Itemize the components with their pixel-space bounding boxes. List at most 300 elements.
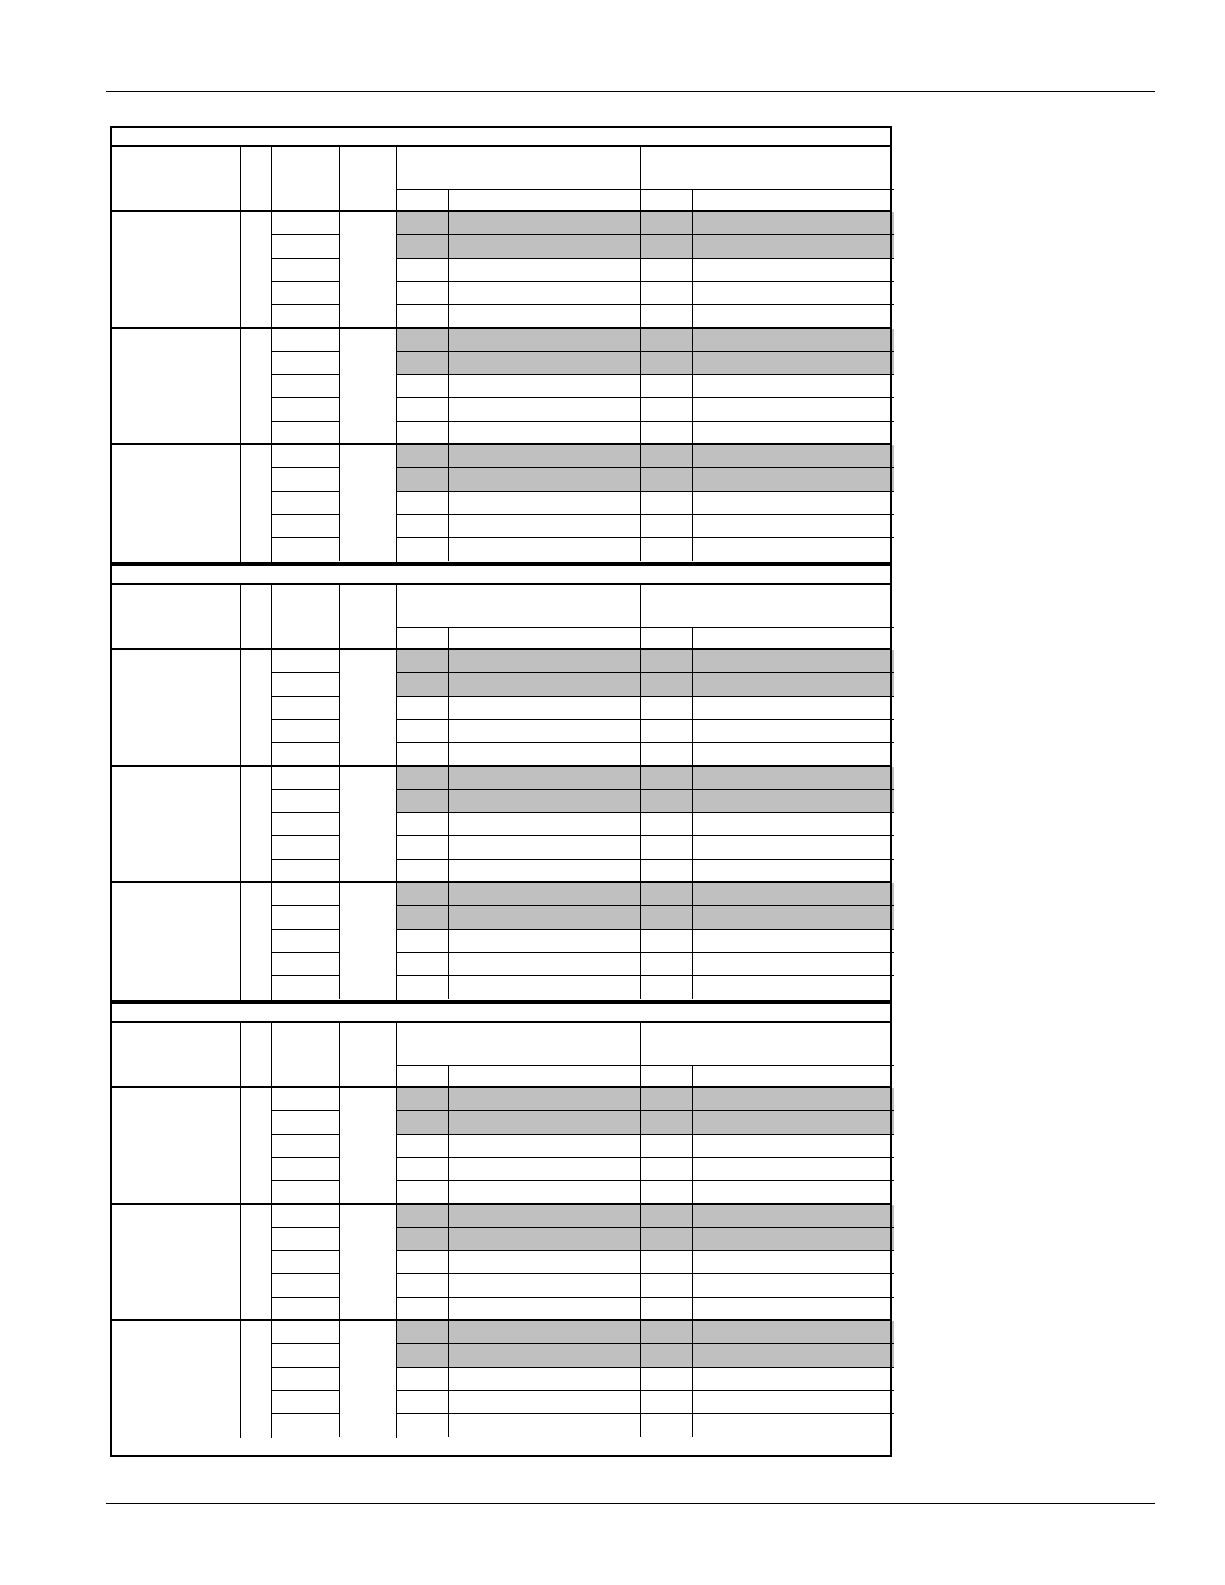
table-cell xyxy=(449,976,641,999)
table-cell xyxy=(397,445,449,468)
table-cell xyxy=(272,813,340,836)
table-cell xyxy=(693,1228,894,1251)
table-cell xyxy=(693,1274,894,1297)
table-cell xyxy=(272,1391,340,1414)
table-cell xyxy=(693,1088,894,1111)
table-cell xyxy=(693,305,894,328)
table-cell xyxy=(272,953,340,976)
table-cell xyxy=(641,468,693,491)
table-cell xyxy=(693,906,894,929)
row-group xyxy=(110,1321,892,1438)
table-cell xyxy=(272,1321,340,1344)
table-cell xyxy=(693,492,894,515)
table-cell xyxy=(449,1414,641,1437)
header-cell-col3 xyxy=(272,585,340,650)
table-cell xyxy=(272,1158,340,1181)
table-cell xyxy=(449,1321,641,1344)
table-cell xyxy=(693,720,894,743)
table-cell xyxy=(272,1111,340,1134)
table-cell xyxy=(449,930,641,953)
table-cell xyxy=(693,650,894,673)
table-cell xyxy=(449,1344,641,1367)
table-cell xyxy=(693,743,894,766)
table-cell xyxy=(693,1181,894,1204)
table-cell xyxy=(693,813,894,836)
table-cell xyxy=(272,1181,340,1204)
header-cell-col4 xyxy=(340,585,397,650)
section-title-band xyxy=(110,564,892,585)
table-cell xyxy=(272,720,340,743)
table-cell xyxy=(397,1368,449,1391)
section-title-band xyxy=(110,1002,892,1023)
table-section xyxy=(110,1002,892,1440)
table-cell xyxy=(693,329,894,352)
table-cell xyxy=(272,673,340,696)
table-cell xyxy=(272,259,340,282)
table-cell xyxy=(693,1111,894,1134)
group-merged-cell xyxy=(340,650,397,767)
table-cell xyxy=(641,1274,693,1297)
group-flag-cell xyxy=(241,445,272,562)
row-group xyxy=(110,1205,892,1322)
table-cell xyxy=(693,930,894,953)
table-cell xyxy=(641,953,693,976)
table-cell xyxy=(397,930,449,953)
table-cell xyxy=(449,790,641,813)
table-cell xyxy=(397,1414,449,1437)
group-flag-cell xyxy=(241,767,272,884)
table-cell xyxy=(641,212,693,235)
table-cell xyxy=(641,697,693,720)
table-cell xyxy=(272,492,340,515)
table-cell xyxy=(641,836,693,859)
group-label-cell xyxy=(112,767,241,884)
table-cell xyxy=(449,212,641,235)
table-cell xyxy=(272,235,340,258)
table-cell xyxy=(272,1368,340,1391)
group-merged-cell xyxy=(340,329,397,446)
table-cell xyxy=(397,468,449,491)
table-cell xyxy=(641,1181,693,1204)
table-cell xyxy=(693,1158,894,1181)
table-cell xyxy=(449,953,641,976)
table-cell xyxy=(641,235,693,258)
group-merged-cell xyxy=(340,1205,397,1322)
row-group xyxy=(110,650,892,767)
row-group xyxy=(110,1088,892,1205)
row-group xyxy=(110,445,892,562)
table-cell xyxy=(693,1368,894,1391)
table-cell xyxy=(641,1414,693,1437)
table-cell xyxy=(397,697,449,720)
section-title-band xyxy=(110,126,892,147)
table-cell xyxy=(449,375,641,398)
table-section xyxy=(110,126,892,564)
table-cell xyxy=(641,1368,693,1391)
header-cell-col2 xyxy=(241,1023,272,1088)
table-cell xyxy=(397,860,449,883)
table-cell xyxy=(272,515,340,538)
group-merged-cell xyxy=(340,883,397,1000)
table-cell xyxy=(449,720,641,743)
table-cell xyxy=(397,1158,449,1181)
group-flag-cell xyxy=(241,1088,272,1205)
table-cell xyxy=(397,305,449,328)
section-header xyxy=(110,1023,892,1088)
table-cell xyxy=(397,329,449,352)
table-cell xyxy=(449,860,641,883)
table-cell xyxy=(397,235,449,258)
table-cell xyxy=(641,883,693,906)
table-cell xyxy=(272,212,340,235)
table-cell xyxy=(693,1321,894,1344)
table-cell xyxy=(397,282,449,305)
table-cell xyxy=(693,860,894,883)
table-cell xyxy=(272,906,340,929)
table-cell xyxy=(641,422,693,445)
table-cell xyxy=(272,352,340,375)
group-label-cell xyxy=(112,650,241,767)
table-cell xyxy=(397,1205,449,1228)
table-cell xyxy=(397,1111,449,1134)
header-cell-col4 xyxy=(340,1023,397,1088)
table-cell xyxy=(272,930,340,953)
table-cell xyxy=(693,1251,894,1274)
table-cell xyxy=(272,1344,340,1367)
table-cell xyxy=(397,1391,449,1414)
table-cell xyxy=(641,492,693,515)
table-cell xyxy=(397,813,449,836)
table-cell xyxy=(449,1111,641,1134)
table-cell xyxy=(693,468,894,491)
group-flag-cell xyxy=(241,1205,272,1322)
table-cell xyxy=(397,720,449,743)
table-cell xyxy=(449,492,641,515)
table-cell xyxy=(641,650,693,673)
group-flag-cell xyxy=(241,650,272,767)
table-cell xyxy=(641,767,693,790)
table-cell xyxy=(693,836,894,859)
group-label-cell xyxy=(112,883,241,1000)
group-merged-cell xyxy=(340,1088,397,1205)
table-cell xyxy=(641,930,693,953)
table-cell xyxy=(693,697,894,720)
table-cell xyxy=(693,538,894,561)
table-cell xyxy=(641,743,693,766)
table-cell xyxy=(397,953,449,976)
group-merged-cell xyxy=(340,212,397,329)
table-cell xyxy=(693,976,894,999)
table-cell xyxy=(397,422,449,445)
table-cell xyxy=(449,352,641,375)
table-cell xyxy=(397,1274,449,1297)
table-cell xyxy=(449,673,641,696)
header-subcell-a_sub1 xyxy=(397,190,449,212)
table-cell xyxy=(693,212,894,235)
group-label-cell xyxy=(112,445,241,562)
table-cell xyxy=(693,1391,894,1414)
table-cell xyxy=(693,1414,894,1437)
table-cell xyxy=(397,790,449,813)
table-cell xyxy=(641,1111,693,1134)
table-cell xyxy=(272,329,340,352)
footer-rule xyxy=(106,1503,1155,1504)
row-group xyxy=(110,212,892,329)
table-cell xyxy=(397,375,449,398)
header-group-a xyxy=(397,147,641,190)
table-cell xyxy=(272,790,340,813)
table-cell xyxy=(641,1228,693,1251)
header-subcell-b_sub1 xyxy=(641,628,693,650)
header-cell-col3 xyxy=(272,147,340,212)
header-subcell-a_sub1 xyxy=(397,1066,449,1088)
table-cell xyxy=(397,1321,449,1344)
table-cell xyxy=(449,305,641,328)
table-cell xyxy=(272,697,340,720)
table-cell xyxy=(397,492,449,515)
table-cell xyxy=(397,883,449,906)
header-group-a xyxy=(397,585,641,628)
table-cell xyxy=(397,515,449,538)
table-cell xyxy=(693,398,894,421)
table-cell xyxy=(272,305,340,328)
table-cell xyxy=(397,1181,449,1204)
table-cell xyxy=(397,1298,449,1321)
table-cell xyxy=(641,720,693,743)
table-cell xyxy=(641,1321,693,1344)
header-group-b xyxy=(641,585,894,628)
table-cell xyxy=(693,673,894,696)
table-cell xyxy=(641,860,693,883)
table-cell xyxy=(641,282,693,305)
table-cell xyxy=(397,1344,449,1367)
table-cell xyxy=(272,1298,340,1321)
table-cell xyxy=(272,1274,340,1297)
group-label-cell xyxy=(112,329,241,446)
table-cell xyxy=(272,538,340,561)
group-merged-cell xyxy=(340,445,397,562)
table-cell xyxy=(641,1391,693,1414)
table-cell xyxy=(693,790,894,813)
table-cell xyxy=(693,883,894,906)
header-rule xyxy=(106,91,1155,92)
table-cell xyxy=(449,1274,641,1297)
table-cell xyxy=(397,836,449,859)
table-cell xyxy=(272,445,340,468)
table-cell xyxy=(272,1251,340,1274)
table-section xyxy=(110,564,892,1002)
table-cell xyxy=(641,673,693,696)
group-label-cell xyxy=(112,212,241,329)
header-cell-col1 xyxy=(112,147,241,212)
table-cell xyxy=(449,1298,641,1321)
header-subcell-a_sub1 xyxy=(397,628,449,650)
table-cell xyxy=(641,398,693,421)
table-cell xyxy=(272,398,340,421)
table-cell xyxy=(449,1251,641,1274)
table-cell xyxy=(449,743,641,766)
header-group-b xyxy=(641,147,894,190)
table-cell xyxy=(641,813,693,836)
row-group xyxy=(110,767,892,884)
table-cell xyxy=(693,767,894,790)
table-cell xyxy=(272,1205,340,1228)
header-group-a xyxy=(397,1023,641,1066)
table-cell xyxy=(397,259,449,282)
table-cell xyxy=(397,1088,449,1111)
section-header xyxy=(110,585,892,650)
table-cell xyxy=(272,1228,340,1251)
header-cell-col3 xyxy=(272,1023,340,1088)
header-subcell-a_sub2 xyxy=(449,628,641,650)
row-group xyxy=(110,883,892,1000)
table-cell xyxy=(641,352,693,375)
table-cell xyxy=(449,1228,641,1251)
table-cell xyxy=(693,445,894,468)
group-merged-cell xyxy=(340,767,397,884)
table-cell xyxy=(397,398,449,421)
table-cell xyxy=(641,1251,693,1274)
table-cell xyxy=(272,743,340,766)
table-cell xyxy=(641,515,693,538)
group-merged-cell xyxy=(340,1321,397,1438)
table-cell xyxy=(641,445,693,468)
data-table xyxy=(110,126,892,1457)
header-subcell-b_sub1 xyxy=(641,190,693,212)
header-subcell-b_sub2 xyxy=(693,1066,894,1088)
table-cell xyxy=(641,906,693,929)
group-flag-cell xyxy=(241,212,272,329)
header-cell-col1 xyxy=(112,1023,241,1088)
header-group-b xyxy=(641,1023,894,1066)
table-cell xyxy=(641,1135,693,1158)
table-cell xyxy=(449,445,641,468)
table-cell xyxy=(641,790,693,813)
table-cell xyxy=(449,259,641,282)
table-cell xyxy=(693,1344,894,1367)
header-subcell-b_sub2 xyxy=(693,628,894,650)
table-cell xyxy=(641,1158,693,1181)
group-flag-cell xyxy=(241,329,272,446)
table-cell xyxy=(693,515,894,538)
table-cell xyxy=(693,282,894,305)
table-cell xyxy=(449,1135,641,1158)
table-cell xyxy=(449,1205,641,1228)
table-cell xyxy=(693,352,894,375)
table-cell xyxy=(397,673,449,696)
header-cell-col1 xyxy=(112,585,241,650)
header-subcell-b_sub2 xyxy=(693,190,894,212)
table-cell xyxy=(449,1391,641,1414)
table-cell xyxy=(397,538,449,561)
table-cell xyxy=(449,836,641,859)
table-cell xyxy=(397,1251,449,1274)
table-cell xyxy=(693,1298,894,1321)
header-subcell-a_sub2 xyxy=(449,190,641,212)
table-cell xyxy=(397,212,449,235)
table-cell xyxy=(449,235,641,258)
table-cell xyxy=(449,883,641,906)
table-cell xyxy=(641,538,693,561)
table-cell xyxy=(693,375,894,398)
table-cell xyxy=(449,329,641,352)
table-cell xyxy=(272,836,340,859)
group-label-cell xyxy=(112,1088,241,1205)
table-cell xyxy=(272,422,340,445)
table-cell xyxy=(272,976,340,999)
table-cell xyxy=(641,329,693,352)
table-cell xyxy=(397,767,449,790)
table-cell xyxy=(272,375,340,398)
table-cell xyxy=(449,1088,641,1111)
header-subcell-a_sub2 xyxy=(449,1066,641,1088)
table-cell xyxy=(397,1228,449,1251)
group-label-cell xyxy=(112,1205,241,1322)
group-flag-cell xyxy=(241,1321,272,1438)
table-cell xyxy=(693,1135,894,1158)
table-cell xyxy=(449,282,641,305)
table-cell xyxy=(449,398,641,421)
table-cell xyxy=(449,906,641,929)
table-cell xyxy=(449,422,641,445)
table-cell xyxy=(693,422,894,445)
table-cell xyxy=(641,1298,693,1321)
group-label-cell xyxy=(112,1321,241,1438)
table-cell xyxy=(397,906,449,929)
table-cell xyxy=(272,1135,340,1158)
row-group xyxy=(110,329,892,446)
table-cell xyxy=(397,650,449,673)
table-cell xyxy=(449,650,641,673)
header-cell-col4 xyxy=(340,147,397,212)
table-cell xyxy=(272,860,340,883)
table-cell xyxy=(449,468,641,491)
table-cell xyxy=(641,1088,693,1111)
table-cell xyxy=(272,767,340,790)
section-header xyxy=(110,147,892,212)
group-flag-cell xyxy=(241,883,272,1000)
table-cell xyxy=(641,259,693,282)
table-cell xyxy=(449,515,641,538)
table-cell xyxy=(449,538,641,561)
table-cell xyxy=(449,1368,641,1391)
table-cell xyxy=(449,697,641,720)
table-cell xyxy=(641,305,693,328)
table-cell xyxy=(272,883,340,906)
table-cell xyxy=(449,813,641,836)
table-cell xyxy=(272,1414,340,1437)
header-subcell-b_sub1 xyxy=(641,1066,693,1088)
table-cell xyxy=(272,282,340,305)
table-cell xyxy=(641,976,693,999)
header-cell-col2 xyxy=(241,147,272,212)
table-cell xyxy=(397,976,449,999)
table-cell xyxy=(397,1135,449,1158)
table-cell xyxy=(641,375,693,398)
table-cell xyxy=(693,1205,894,1228)
table-cell xyxy=(449,1181,641,1204)
table-cell xyxy=(693,259,894,282)
table-cell xyxy=(272,468,340,491)
table-cell xyxy=(641,1344,693,1367)
table-cell xyxy=(272,1088,340,1111)
header-cell-col2 xyxy=(241,585,272,650)
table-cell xyxy=(693,235,894,258)
table-cell xyxy=(397,743,449,766)
table-cell xyxy=(449,1158,641,1181)
table-cell xyxy=(449,767,641,790)
table-cell xyxy=(641,1205,693,1228)
